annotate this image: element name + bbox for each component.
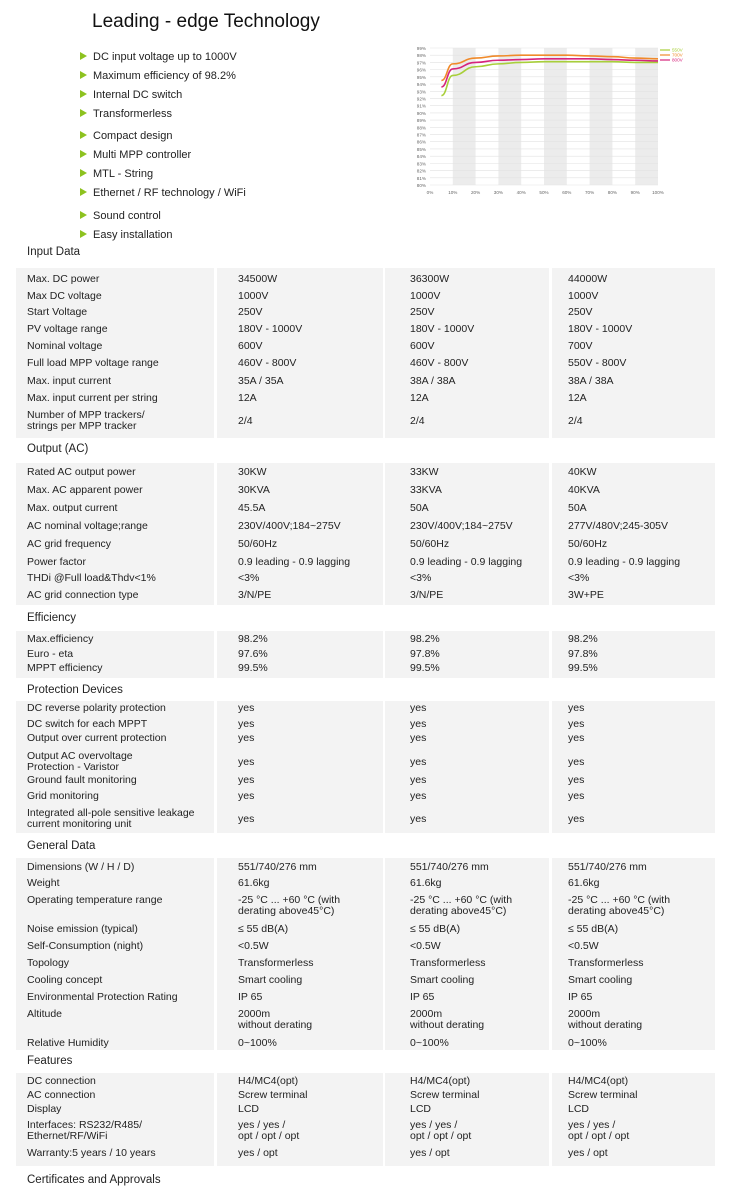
legend-label: 800V xyxy=(672,57,683,63)
spec-label: DC reverse polarity protection xyxy=(27,702,166,714)
spec-value: yes / yes / xyxy=(238,1119,286,1131)
spec-value: 0~100% xyxy=(410,1037,449,1049)
feature-text: MTL - String xyxy=(93,168,154,180)
spec-label: Output AC overvoltage xyxy=(27,750,133,762)
spec-value: 600V xyxy=(238,340,263,352)
spec-value: 34500W xyxy=(238,273,278,285)
feature-item xyxy=(80,108,172,120)
spec-label: Number of MPP trackers/ xyxy=(27,409,145,421)
spec-value: 0.9 leading - 0.9 lagging xyxy=(238,556,351,568)
spec-value: derating above45°C) xyxy=(568,905,665,917)
spec-value: 30KVA xyxy=(238,484,270,496)
spec-value: ≤ 55 dB(A) xyxy=(238,923,289,935)
spec-value: 2000m xyxy=(568,1008,601,1020)
x-tick-label: 20% xyxy=(470,190,481,195)
y-tick-label: 94% xyxy=(416,82,426,88)
spec-value: yes xyxy=(238,774,255,786)
y-tick-label: 86% xyxy=(416,139,426,145)
spec-value: yes / yes / xyxy=(410,1119,458,1131)
spec-label: Grid monitoring xyxy=(27,790,99,802)
spec-value: 277V/480V;245-305V xyxy=(568,520,669,532)
section-group xyxy=(16,858,715,1050)
spec-value: 180V - 1000V xyxy=(238,323,303,335)
spec-value: 99.5% xyxy=(238,662,268,674)
feature-text: Easy installation xyxy=(93,229,173,241)
spec-value: 30KW xyxy=(238,466,267,478)
spec-label: Ethernet/RF/WiFi xyxy=(27,1130,108,1142)
spec-value: yes xyxy=(568,790,585,802)
spec-value: yes / yes / xyxy=(568,1119,616,1131)
spec-value: 250V xyxy=(568,306,593,318)
triangle-bullet-icon xyxy=(80,169,87,177)
spec-label: DC connection xyxy=(27,1075,96,1087)
section-group xyxy=(16,268,715,438)
spec-value: derating above45°C) xyxy=(410,905,507,917)
spec-value: without derating xyxy=(238,1019,313,1031)
spec-label: Max DC voltage xyxy=(27,290,102,302)
spec-value: 99.5% xyxy=(568,662,598,674)
spec-value: 460V - 800V xyxy=(410,357,469,369)
x-tick-label: 10% xyxy=(448,190,458,195)
y-tick-label: 98% xyxy=(416,53,426,59)
spec-value: 0~100% xyxy=(568,1037,607,1049)
page-title: Leading - edge Technology xyxy=(92,11,320,32)
spec-value: without derating xyxy=(568,1019,643,1031)
spec-label: Integrated all-pole sensitive leakage xyxy=(27,807,195,819)
y-tick-label: 97% xyxy=(416,60,426,66)
spec-value: <3% xyxy=(410,572,432,584)
feature-item xyxy=(80,149,191,161)
x-tick-label: 0% xyxy=(426,190,434,195)
spec-value: 50/60Hz xyxy=(238,538,278,550)
spec-value: yes xyxy=(410,732,427,744)
spec-value: 0.9 leading - 0.9 lagging xyxy=(568,556,681,568)
spec-value: yes / opt xyxy=(238,1147,278,1159)
spec-value: H4/MC4(opt) xyxy=(238,1075,299,1087)
y-tick-label: 83% xyxy=(416,161,426,167)
y-tick-label: 81% xyxy=(416,175,426,181)
spec-value: <0.5W xyxy=(238,940,269,952)
spec-label: AC grid connection type xyxy=(27,589,139,601)
legend-label: 550V xyxy=(672,47,683,53)
spec-value: 180V - 1000V xyxy=(568,323,633,335)
spec-value: -25 °C ... +60 °C (with xyxy=(410,894,513,906)
y-tick-label: 90% xyxy=(416,110,426,116)
x-tick-label: 50% xyxy=(539,190,549,195)
spec-value: H4/MC4(opt) xyxy=(568,1075,629,1087)
x-tick-label: 30% xyxy=(493,190,504,195)
x-tick-label: 60% xyxy=(562,190,572,195)
spec-value: 97.8% xyxy=(568,648,598,660)
spec-value: 0.9 leading - 0.9 lagging xyxy=(410,556,523,568)
spec-label: Rated AC output power xyxy=(27,466,136,478)
spec-value: 2/4 xyxy=(410,415,425,427)
spec-value: yes xyxy=(410,718,427,730)
spec-label: AC grid frequency xyxy=(27,538,112,550)
feature-text: Internal DC switch xyxy=(93,89,183,101)
spec-value: IP 65 xyxy=(410,991,435,1003)
y-tick-label: 99% xyxy=(416,46,426,51)
chart-band xyxy=(590,48,613,185)
spec-label: Dimensions (W / H / D) xyxy=(27,861,135,873)
spec-value: 551/740/276 mm xyxy=(238,861,317,873)
chart-band xyxy=(498,48,521,185)
spec-value: 600V xyxy=(410,340,435,352)
spec-label: Ground fault monitoring xyxy=(27,774,137,786)
y-tick-label: 82% xyxy=(416,168,426,174)
spec-label: AC nominal voltage;range xyxy=(27,520,148,532)
spec-value: LCD xyxy=(238,1103,260,1115)
spec-value: <3% xyxy=(568,572,590,584)
y-tick-label: 88% xyxy=(416,125,426,131)
spec-value: 38A / 38A xyxy=(568,375,614,387)
feature-text: Multi MPP controller xyxy=(93,149,192,161)
spec-value: 12A xyxy=(568,392,587,404)
spec-label: Max.efficiency xyxy=(27,633,94,645)
spec-value: yes xyxy=(568,813,585,825)
y-tick-label: 89% xyxy=(416,118,426,124)
spec-value: -25 °C ... +60 °C (with xyxy=(568,894,671,906)
spec-label: Self-Consumption (night) xyxy=(27,940,144,952)
spec-value: Smart cooling xyxy=(568,974,633,986)
y-tick-label: 91% xyxy=(416,103,426,109)
spec-value: 99.5% xyxy=(410,662,440,674)
spec-value: 3W+PE xyxy=(568,589,604,601)
feature-item xyxy=(80,51,237,63)
spec-value: Smart cooling xyxy=(238,974,303,986)
spec-value: 61.6kg xyxy=(568,877,600,889)
spec-value: yes xyxy=(568,718,585,730)
spec-label: Start Voltage xyxy=(27,306,88,318)
spec-value: 50/60Hz xyxy=(568,538,608,550)
spec-value: Transformerless xyxy=(410,957,486,969)
spec-label: MPPT efficiency xyxy=(27,662,103,674)
spec-label: strings per MPP tracker xyxy=(27,420,137,432)
spec-label: Max. output current xyxy=(27,502,118,514)
spec-value: H4/MC4(opt) xyxy=(410,1075,471,1087)
spec-label: Max. DC power xyxy=(27,273,100,285)
spec-value: yes xyxy=(568,774,585,786)
spec-value: LCD xyxy=(568,1103,590,1115)
spec-label: current monitoring unit xyxy=(27,818,132,830)
feature-item xyxy=(80,187,246,199)
spec-value: opt / opt / opt xyxy=(568,1130,630,1142)
spec-value: Transformerless xyxy=(238,957,314,969)
chart-band xyxy=(544,48,567,185)
spec-value: 460V - 800V xyxy=(238,357,297,369)
spec-value: 3/N/PE xyxy=(238,589,272,601)
spec-value: 61.6kg xyxy=(410,877,442,889)
triangle-bullet-icon xyxy=(80,150,87,158)
feature-item xyxy=(80,89,182,101)
spec-value: 36300W xyxy=(410,273,450,285)
spec-label: Power factor xyxy=(27,556,86,568)
spec-value: 1000V xyxy=(568,290,599,302)
spec-value: yes xyxy=(238,702,255,714)
spec-value: 1000V xyxy=(238,290,269,302)
section-title: General Data xyxy=(27,840,96,852)
y-tick-label: 85% xyxy=(416,146,426,152)
spec-label: Environmental Protection Rating xyxy=(27,991,178,1003)
spec-value: 97.8% xyxy=(410,648,440,660)
spec-label: Protection - Varistor xyxy=(27,761,120,773)
spec-value: yes xyxy=(238,718,255,730)
spec-value: 700V xyxy=(568,340,593,352)
spec-label: Interfaces: RS232/R485/ xyxy=(27,1119,142,1131)
spec-value: 50A xyxy=(410,502,429,514)
chart-band xyxy=(635,48,658,185)
spec-value: yes / opt xyxy=(410,1147,450,1159)
spec-value: Screw terminal xyxy=(410,1089,480,1101)
x-tick-label: 40% xyxy=(516,190,526,195)
spec-value: LCD xyxy=(410,1103,432,1115)
spec-value: derating above45°C) xyxy=(238,905,335,917)
y-tick-label: 84% xyxy=(416,154,426,160)
spec-value: yes xyxy=(410,774,427,786)
section-group xyxy=(16,463,715,605)
section-title: Protection Devices xyxy=(27,684,123,696)
spec-value: 3/N/PE xyxy=(410,589,444,601)
spec-value: 12A xyxy=(410,392,429,404)
spec-label: Nominal voltage xyxy=(27,340,103,352)
spec-label: Altitude xyxy=(27,1008,63,1020)
spec-value: <0.5W xyxy=(410,940,441,952)
spec-value: yes xyxy=(238,790,255,802)
spec-value: 40KW xyxy=(568,466,597,478)
spec-value: <0.5W xyxy=(568,940,599,952)
spec-value: 38A / 38A xyxy=(410,375,456,387)
spec-label: Max. AC apparent power xyxy=(27,484,143,496)
x-tick-label: 70% xyxy=(584,190,595,195)
triangle-bullet-icon xyxy=(80,188,87,196)
spec-label: Noise emission (typical) xyxy=(27,923,138,935)
spec-value: yes xyxy=(238,813,255,825)
spec-value: ≤ 55 dB(A) xyxy=(410,923,461,935)
spec-value: 551/740/276 mm xyxy=(410,861,489,873)
feature-item xyxy=(80,70,236,82)
spec-value: 33KVA xyxy=(410,484,442,496)
spec-value: 2000m xyxy=(410,1008,443,1020)
spec-value: yes xyxy=(410,790,427,802)
feature-text: DC input voltage up to 1000V xyxy=(93,51,237,63)
triangle-bullet-icon xyxy=(80,230,87,238)
spec-label: AC connection xyxy=(27,1089,96,1101)
spec-value: yes xyxy=(410,702,427,714)
spec-value: ≤ 55 dB(A) xyxy=(568,923,619,935)
spec-value: opt / opt / opt xyxy=(410,1130,472,1142)
spec-label: PV voltage range xyxy=(27,323,108,335)
section-title: Efficiency xyxy=(27,612,77,624)
feature-item xyxy=(80,210,161,222)
section-group xyxy=(16,701,715,833)
y-tick-label: 80% xyxy=(416,183,426,188)
spec-label: Topology xyxy=(27,957,70,969)
spec-value: 98.2% xyxy=(238,633,268,645)
spec-label: Display xyxy=(27,1103,62,1115)
spec-value: Screw terminal xyxy=(238,1089,308,1101)
spec-value: 44000W xyxy=(568,273,608,285)
spec-value: yes xyxy=(410,756,427,768)
spec-label: Warranty:5 years / 10 years xyxy=(27,1147,156,1159)
triangle-bullet-icon xyxy=(80,131,87,139)
y-tick-label: 87% xyxy=(416,132,426,138)
spec-value: 98.2% xyxy=(568,633,598,645)
spec-value: 230V/400V;184~275V xyxy=(410,520,513,532)
section-group xyxy=(16,1073,715,1166)
feature-text: Ethernet / RF technology / WiFi xyxy=(93,187,246,199)
spec-value: 12A xyxy=(238,392,257,404)
section-group xyxy=(16,631,715,678)
spec-value: 230V/400V;184~275V xyxy=(238,520,341,532)
section-title: Certificates and Approvals xyxy=(27,1174,161,1186)
spec-label: DC switch for each MPPT xyxy=(27,718,148,730)
feature-item xyxy=(80,168,153,180)
spec-value: yes xyxy=(410,813,427,825)
feature-item xyxy=(80,229,173,241)
triangle-bullet-icon xyxy=(80,211,87,219)
spec-value: yes xyxy=(238,732,255,744)
spec-value: 61.6kg xyxy=(238,877,270,889)
y-tick-label: 95% xyxy=(416,74,426,80)
spec-label: Euro - eta xyxy=(27,648,74,660)
x-tick-label: 100% xyxy=(652,190,664,195)
spec-value: Screw terminal xyxy=(568,1089,638,1101)
efficiency-chart xyxy=(408,40,683,205)
spec-label: Max. input current xyxy=(27,375,112,387)
spec-value: 550V - 800V xyxy=(568,357,627,369)
spec-value: yes / opt xyxy=(568,1147,608,1159)
triangle-bullet-icon xyxy=(80,90,87,98)
y-tick-label: 96% xyxy=(416,67,426,73)
spec-value: IP 65 xyxy=(568,991,593,1003)
spec-value: 0~100% xyxy=(238,1037,277,1049)
section-title: Output (AC) xyxy=(27,443,89,455)
spec-label: Cooling concept xyxy=(27,974,103,986)
spec-value: 97.6% xyxy=(238,648,268,660)
spec-value: -25 °C ... +60 °C (with xyxy=(238,894,341,906)
y-tick-label: 92% xyxy=(416,96,426,102)
triangle-bullet-icon xyxy=(80,52,87,60)
feature-text: Sound control xyxy=(93,210,161,222)
spec-value: Smart cooling xyxy=(410,974,475,986)
triangle-bullet-icon xyxy=(80,71,87,79)
spec-label: Relative Humidity xyxy=(27,1037,109,1049)
spec-label: Weight xyxy=(27,877,60,889)
spec-value: 2000m xyxy=(238,1008,271,1020)
triangle-bullet-icon xyxy=(80,109,87,117)
section-title: Input Data xyxy=(27,246,81,258)
spec-value: 2/4 xyxy=(568,415,583,427)
feature-text: Compact design xyxy=(93,130,173,142)
x-tick-label: 80% xyxy=(607,190,618,195)
spec-value: 35A / 35A xyxy=(238,375,284,387)
spec-value: yes xyxy=(568,756,585,768)
spec-label: THDi @Full load&Thdv<1% xyxy=(27,572,156,584)
spec-value: Transformerless xyxy=(568,957,644,969)
spec-value: 551/740/276 mm xyxy=(568,861,647,873)
feature-text: Transformerless xyxy=(93,108,173,120)
spec-value: yes xyxy=(568,732,585,744)
spec-value: 2/4 xyxy=(238,415,253,427)
spec-value: yes xyxy=(568,702,585,714)
spec-value: 40KVA xyxy=(568,484,600,496)
spec-value: without derating xyxy=(410,1019,485,1031)
spec-value: opt / opt / opt xyxy=(238,1130,300,1142)
legend-label: 700V xyxy=(672,52,683,58)
y-tick-label: 93% xyxy=(416,89,426,95)
spec-label: Output over current protection xyxy=(27,732,167,744)
spec-value: 98.2% xyxy=(410,633,440,645)
spec-value: <3% xyxy=(238,572,260,584)
section-title: Features xyxy=(27,1055,73,1067)
feature-text: Maximum efficiency of 98.2% xyxy=(93,70,236,82)
spec-value: 33KW xyxy=(410,466,439,478)
spec-value: 1000V xyxy=(410,290,441,302)
spec-value: 250V xyxy=(238,306,263,318)
feature-item xyxy=(80,130,173,142)
spec-value: yes xyxy=(238,756,255,768)
spec-label: Max. input current per string xyxy=(27,392,158,404)
spec-value: 250V xyxy=(410,306,435,318)
spec-value: 180V - 1000V xyxy=(410,323,475,335)
spec-label: Operating temperature range xyxy=(27,894,163,906)
x-tick-label: 90% xyxy=(630,190,640,195)
spec-value: 50A xyxy=(568,502,587,514)
spec-label: Full load MPP voltage range xyxy=(27,357,159,369)
spec-value: IP 65 xyxy=(238,991,263,1003)
spec-value: 50/60Hz xyxy=(410,538,450,550)
spec-value: 45.5A xyxy=(238,502,266,514)
